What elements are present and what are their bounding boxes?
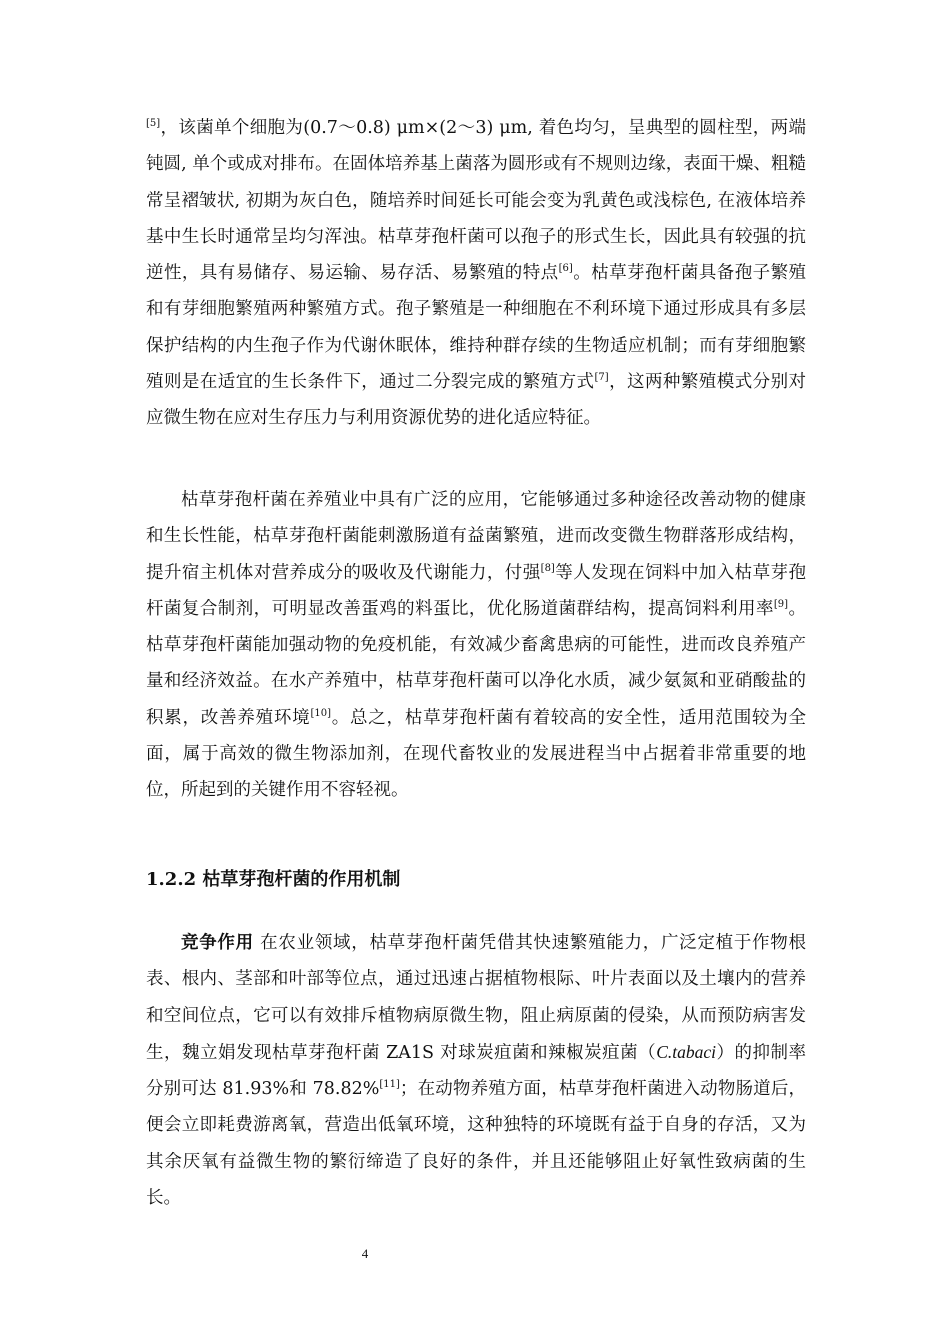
citation-ref[interactable]: [7]: [594, 372, 609, 384]
page-number: 4: [361, 1246, 369, 1261]
body-text: 。总之，枯草芽孢杆菌有着较高的安全性，适用范围较为全面，属于高效的微生物添加剂，在现代畜牧业的发展进程当中占据着非常重要的地位，所起到的关键作用不容轻视。: [146, 707, 807, 801]
citation-ref[interactable]: [11]: [379, 1079, 400, 1091]
citation-ref[interactable]: [8]: [540, 562, 555, 574]
body-text: 等人发现在饲料中加入枯草芽孢杆菌复合制剂，可明显改善蛋鸡的料蛋比，优化肠道菌群结构，提高饲料利用率: [146, 562, 806, 619]
citation-ref[interactable]: [6]: [558, 263, 573, 275]
citation-ref[interactable]: [5]: [146, 118, 161, 129]
section-heading: 1.2.2 枯草芽孢杆菌的作用机制: [146, 869, 401, 890]
paragraph-aquaculture-application: [146, 482, 806, 809]
body-text: 在农业领域，枯草芽孢杆菌凭借其快速繁殖能力，广泛定植于作物根表、根内、茎部和叶部等位点，通过迅速占据植物根际、叶片表面以及土壤内的营养和空间位点，它可以有效排斥植物病原微生物，阻止病原菌的侵染，从而预防病害发生，魏立娟发现枯草芽孢杆菌 ZA1S 对球炭疽菌和辣椒炭疽菌（: [146, 933, 806, 1063]
body-text: ，这两种繁殖模式分别对应微生物在应对生存压力与利用资源优势的进化适应特征。: [146, 372, 807, 429]
body-text: 。枯草芽孢杆菌具备孢子繁殖和有芽细胞繁殖两种繁殖方式。孢子繁殖是一种细胞在不利环境下通过形成具有多层保护结构的内生孢子作为代谢休眠体，维持种群存续的生物适应机制；而有芽细胞繁殖则是在适宜的生长条件下，通过二分裂完成的繁殖方式: [146, 263, 807, 393]
species-name: C.tabaci: [656, 1041, 716, 1062]
body-text: 枯草芽孢杆菌在养殖业中具有广泛的应用，它能够通过多种途径改善动物的健康和生长性能，枯草芽孢杆菌能刺激肠道有益菌繁殖，进而改变微生物群落形成结构，提升宿主机体对营养成分的吸收及代谢能力，付强: [146, 490, 806, 583]
body-text: ；在动物养殖方面，枯草芽孢杆菌进入动物肠道后，便会立即耗费游离氧，营造出低氧环境，这种独特的环境既有益于自身的存活，又为其余厌氧有益微生物的繁衍缔造了良好的条件，并且还能够阻止好氧性致病菌的生长。: [146, 1079, 806, 1209]
lead-term: 竞争作用: [181, 933, 254, 953]
citation-ref[interactable]: [10]: [310, 707, 331, 719]
citation-ref[interactable]: [9]: [773, 598, 789, 610]
body-text: ）的抑制率分别可达 81.93%和 78.82%: [146, 1042, 807, 1100]
paragraph-bacterium-morphology: [146, 110, 806, 437]
body-text: 。枯草芽孢杆菌能加强动物的免疫机能，有效减少畜禽患病的可能性，进而改良养殖产量和经济效益。在水产养殖中，枯草芽孢杆菌可以净化水质，减少氨氮和亚硝酸盐的积累，改善养殖环境: [146, 598, 807, 728]
paragraph-competition-mechanism: [146, 925, 806, 1216]
body-text: ，该菌单个细胞为(0.7～0.8) μm×(2～3) μm, 着色均匀，呈典型的圆柱型，两端钝圆, 单个或成对排布。在固体培养基上菌落为圆形或有不规则边缘，表面干燥、粗糙常呈褶皱状, 初期为灰白色，随培养时间延长可能会变为乳黄色或浅棕色, 在液体培养基中生长时通常呈均匀浑浊。枯草芽孢杆菌可以孢子的形式生长，因此具有较强的抗逆性，具有易储存、易运输、易存活、易繁殖的特点: [146, 118, 806, 284]
